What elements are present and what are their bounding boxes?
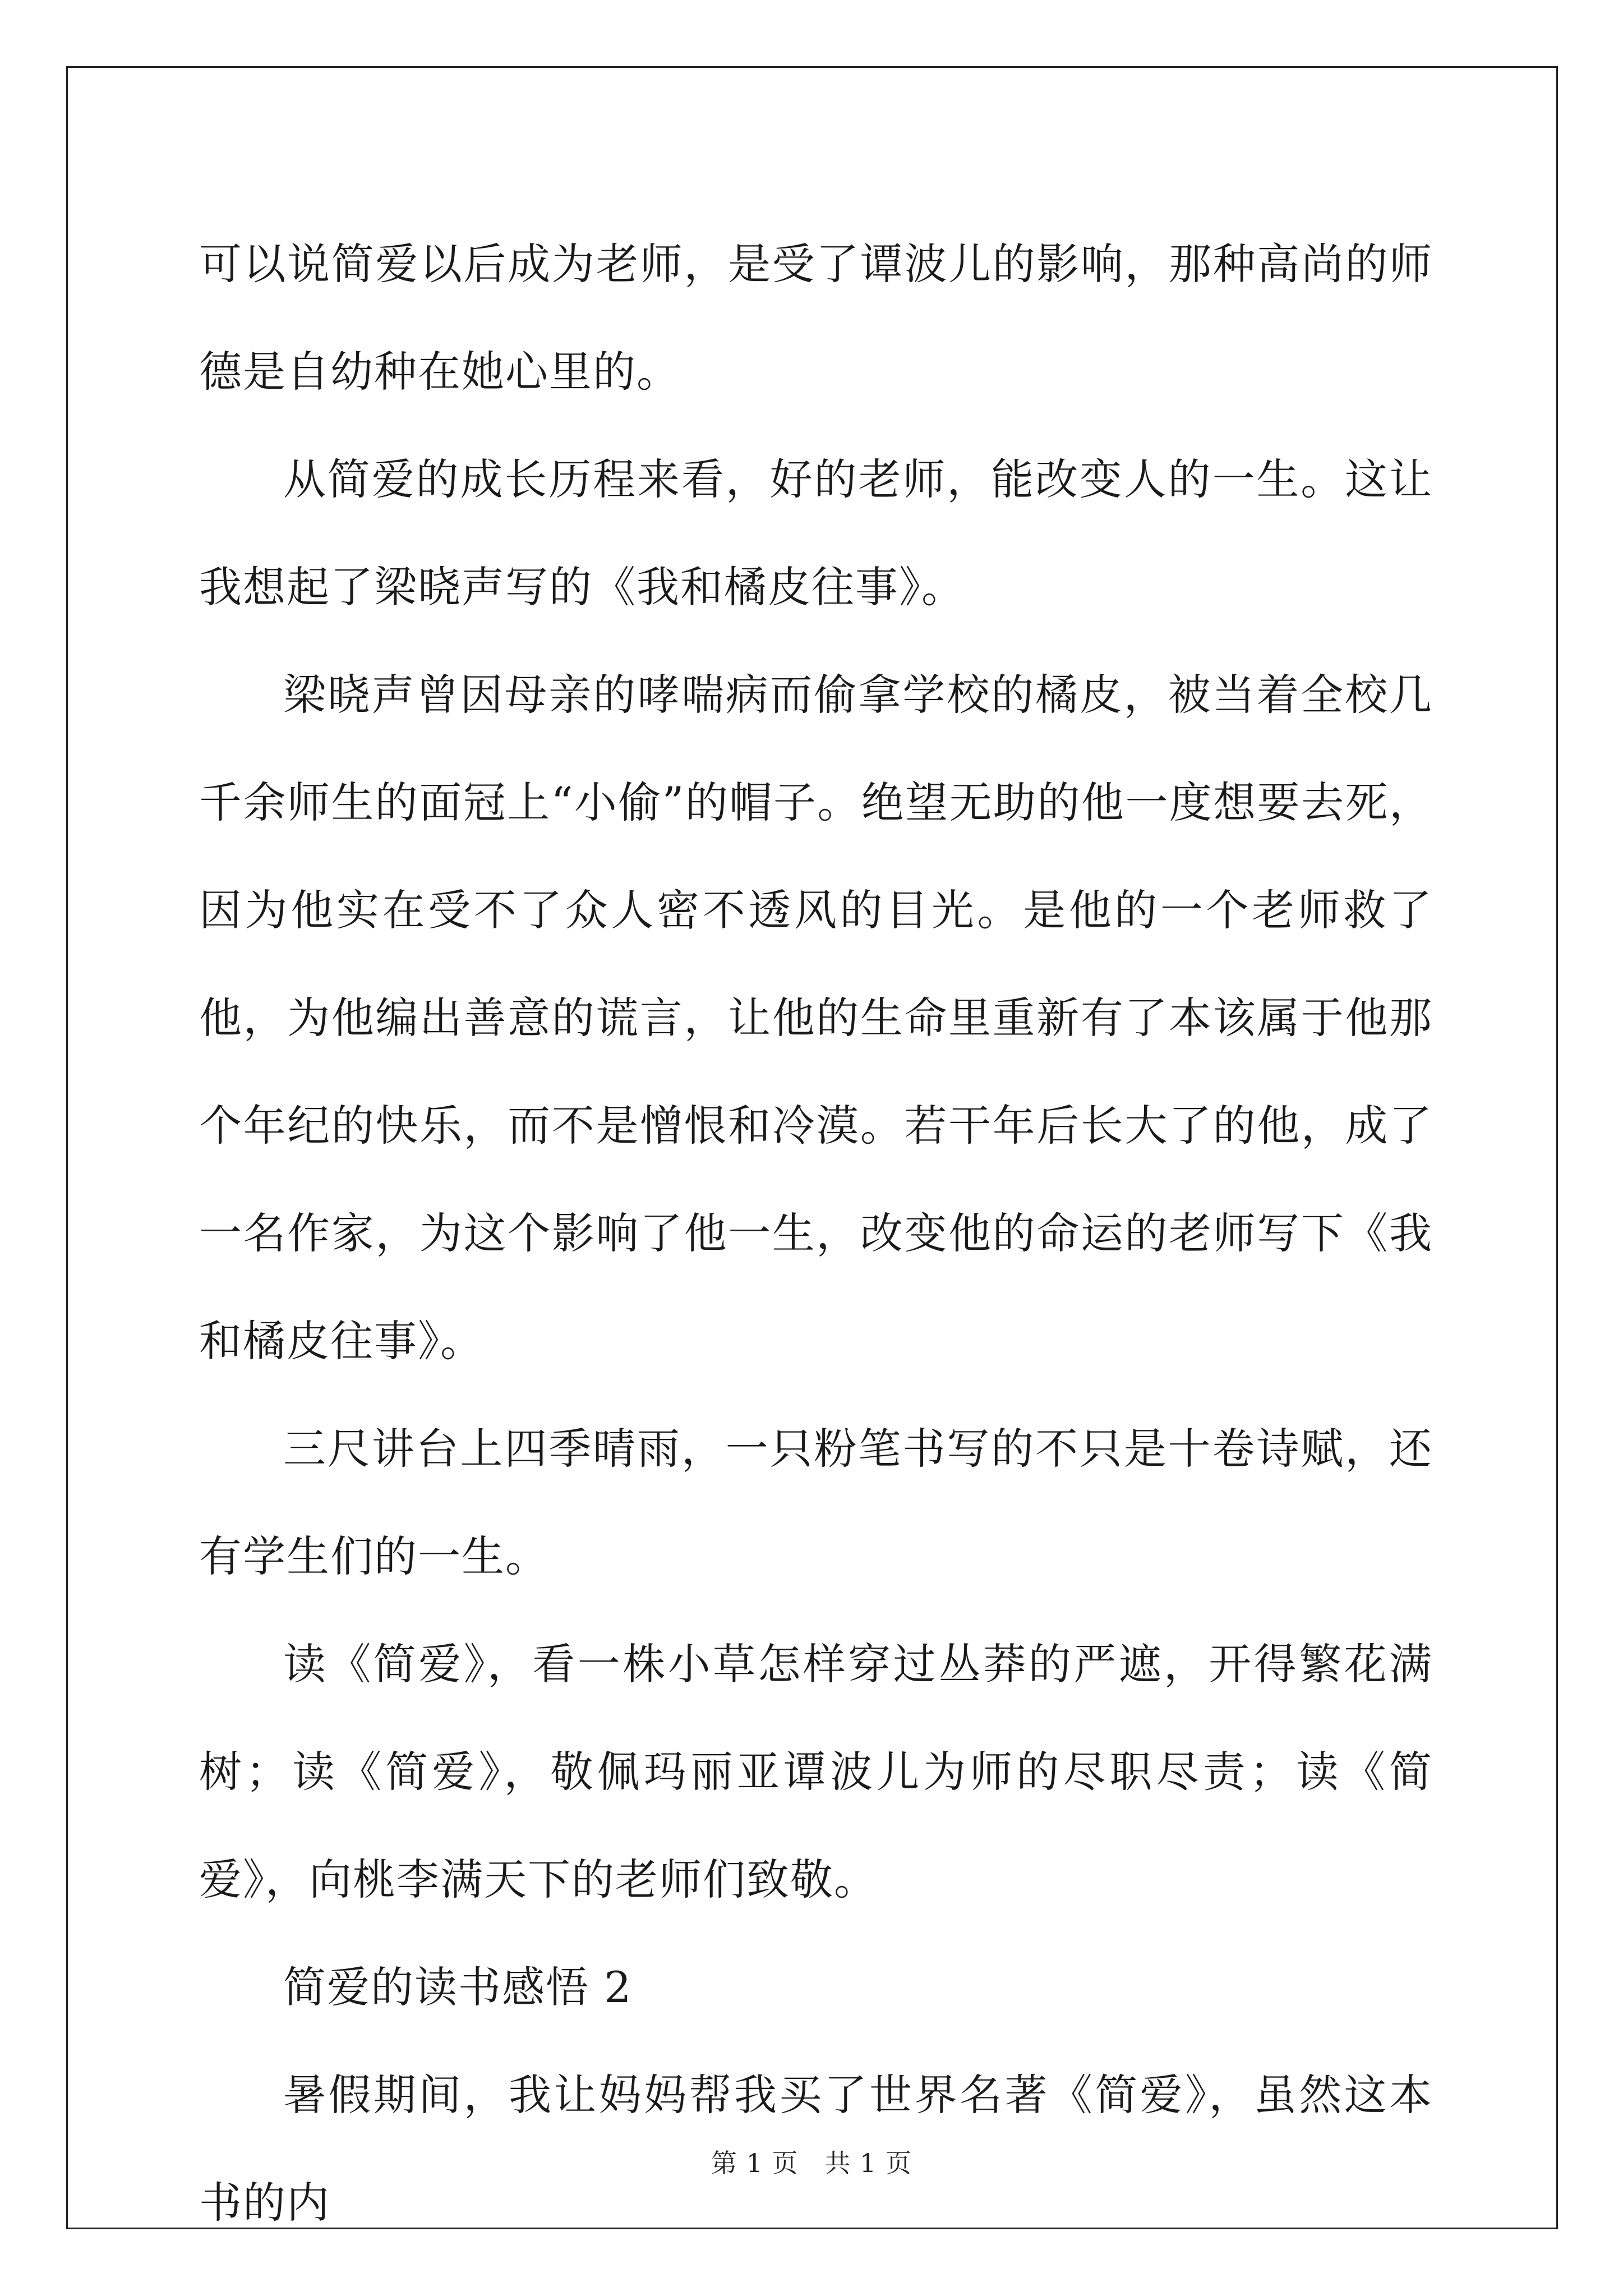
paragraph-2: 从简爱的成长历程来看，好的老师，能改变人的一生。这让我想起了梁晓声写的《我和橘皮往事》。 (199, 454, 1433, 612)
footer-spacer (799, 2148, 825, 2178)
section-heading: 简爱的读书感悟 2 (283, 1962, 633, 2012)
page-footer (0, 2143, 1623, 2180)
paragraph-3: 梁晓声曾因母亲的哮喘病而偷拿学校的橘皮，被当着全校几千余师生的面冠上“小偷”的帽子。绝望无助的他一度想要去死，因为他实在受不了众人密不透风的目光。是他的一个老师救了他，为他编出善意的谎言，让他的生命里重新有了本该属于他那个年纪的快乐，而不是憎恨和冷漠。若干年后长大了的他，成了一名作家，为这个影响了他一生，改变他的命运的老师写下《我和橘皮往事》。 (199, 670, 1433, 1366)
paragraph-4: 三尺讲台上四季晴雨，一只粉笔书写的不只是十卷诗赋，还有学生们的一生。 (199, 1424, 1433, 1581)
paragraph-6: 暑假期间，我让妈妈帮我买了世界名著《简爱》，虽然这本书的内 (199, 2070, 1433, 2228)
paragraph-1: 可以说简爱以后成为老师，是受了谭波儿的影响，那种高尚的师德是自幼种在她心里的。 (199, 239, 1433, 397)
page-total: 共 1 页 (824, 2148, 912, 2178)
document-body (199, 210, 1433, 2257)
page-number: 第 1 页 (711, 2148, 799, 2178)
paragraph-5: 读《简爱》，看一株小草怎样穿过丛莽的严遮，开得繁花满树；读《简爱》，敬佩玛丽亚谭波儿为师的尽职尽责；读《简爱》，向桃李满天下的老师们致敬。 (199, 1639, 1433, 1904)
